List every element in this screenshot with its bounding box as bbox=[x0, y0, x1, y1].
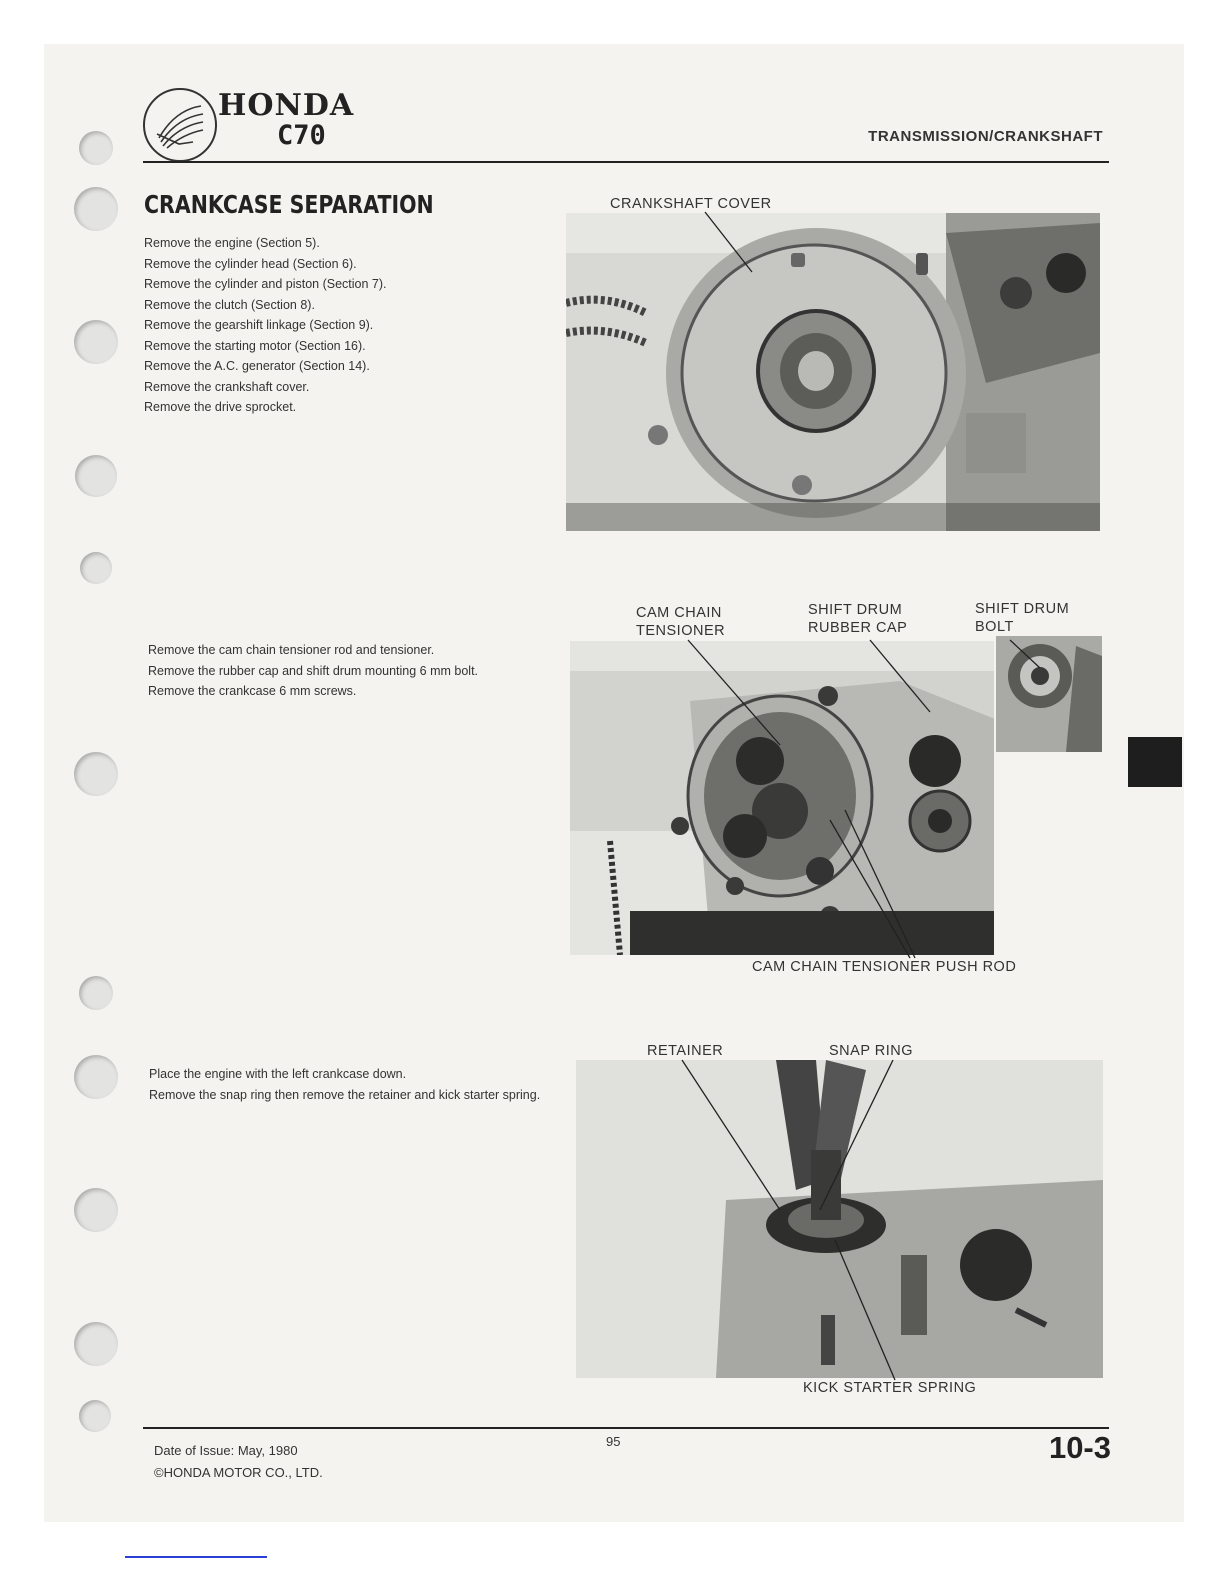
link-underline bbox=[125, 1556, 267, 1558]
callout-kick-starter-spring: KICK STARTER SPRING bbox=[803, 1380, 977, 1396]
kick-starter-photo bbox=[576, 1060, 1103, 1378]
shift-drum-bolt-photo bbox=[996, 636, 1102, 752]
instruction-list bbox=[149, 1064, 545, 1105]
instruction-step: Remove the engine (Section 5). bbox=[144, 236, 320, 250]
binder-hole bbox=[79, 1400, 111, 1432]
instruction-step: Remove the crankcase 6 mm screws. bbox=[148, 684, 357, 698]
binder-hole bbox=[74, 1188, 118, 1232]
page-id: 10-3 bbox=[1048, 1430, 1111, 1465]
binder-hole bbox=[79, 976, 113, 1010]
instruction-step: Remove the cylinder head (Section 6). bbox=[144, 256, 357, 271]
callout-snap-ring: SNAP RING bbox=[829, 1043, 914, 1059]
instruction-step: Remove the starting motor (Section 16). bbox=[144, 338, 366, 353]
issue-date: Date of Issue: May, 1980 bbox=[154, 1443, 298, 1458]
honda-wing-icon bbox=[143, 88, 217, 162]
page-number: 95 bbox=[606, 1434, 621, 1449]
instruction-step: Remove the drive sprocket. bbox=[144, 400, 297, 414]
binder-hole bbox=[74, 187, 118, 231]
binder-hole bbox=[74, 1322, 118, 1366]
instruction-step: Remove the cam chain tensioner rod and tensioner. bbox=[148, 643, 435, 657]
callout-push-rod: CAM CHAIN TENSIONER PUSH ROD bbox=[752, 959, 1017, 975]
instruction-step: Remove the rubber cap and shift drum mounting 6 mm bolt. bbox=[148, 663, 479, 678]
model-name: C70 bbox=[277, 120, 326, 151]
instruction-step: Remove the cylinder and piston (Section 7). bbox=[144, 277, 387, 291]
instruction-step: Remove the snap ring then remove the retainer and kick starter spring. bbox=[149, 1087, 541, 1102]
instruction-list bbox=[148, 640, 544, 702]
callout-cam-chain-tensioner: CAM CHAIN TENSIONER bbox=[636, 605, 726, 639]
instruction-step: Remove the clutch (Section 8). bbox=[144, 297, 315, 312]
callout-shift-drum-bolt: SHIFT DRUM BOLT bbox=[975, 601, 1070, 635]
crankshaft-cover-photo bbox=[566, 213, 1100, 531]
footer-rule bbox=[143, 1427, 1109, 1429]
copyright: ©HONDA MOTOR CO., LTD. bbox=[154, 1465, 323, 1480]
binder-hole bbox=[74, 752, 118, 796]
instruction-step: Remove the A.C. generator (Section 14). bbox=[144, 359, 370, 373]
binder-hole bbox=[79, 131, 113, 165]
binder-hole bbox=[80, 552, 112, 584]
section-tab-marker bbox=[1128, 737, 1182, 787]
callout-retainer: RETAINER bbox=[647, 1043, 724, 1059]
callout-shift-drum-rubber-cap: SHIFT DRUM RUBBER CAP bbox=[808, 602, 908, 636]
brand-name: HONDA bbox=[218, 88, 355, 123]
section-header: TRANSMISSION/CRANKSHAFT bbox=[868, 128, 1103, 145]
cam-chain-tensioner-photo bbox=[570, 641, 994, 955]
page-title: CRANKCASE SEPARATION bbox=[144, 190, 434, 219]
instruction-list bbox=[144, 233, 524, 418]
instruction-step: Place the engine with the left crankcase down. bbox=[149, 1067, 407, 1081]
callout-crankshaft-cover: CRANKSHAFT COVER bbox=[610, 196, 772, 212]
binder-hole bbox=[75, 455, 117, 497]
instruction-step: Remove the crankshaft cover. bbox=[144, 379, 310, 394]
instruction-step: Remove the gearshift linkage (Section 9). bbox=[144, 318, 374, 332]
binder-hole bbox=[74, 1055, 118, 1099]
binder-hole bbox=[74, 320, 118, 364]
header-rule bbox=[143, 161, 1109, 163]
